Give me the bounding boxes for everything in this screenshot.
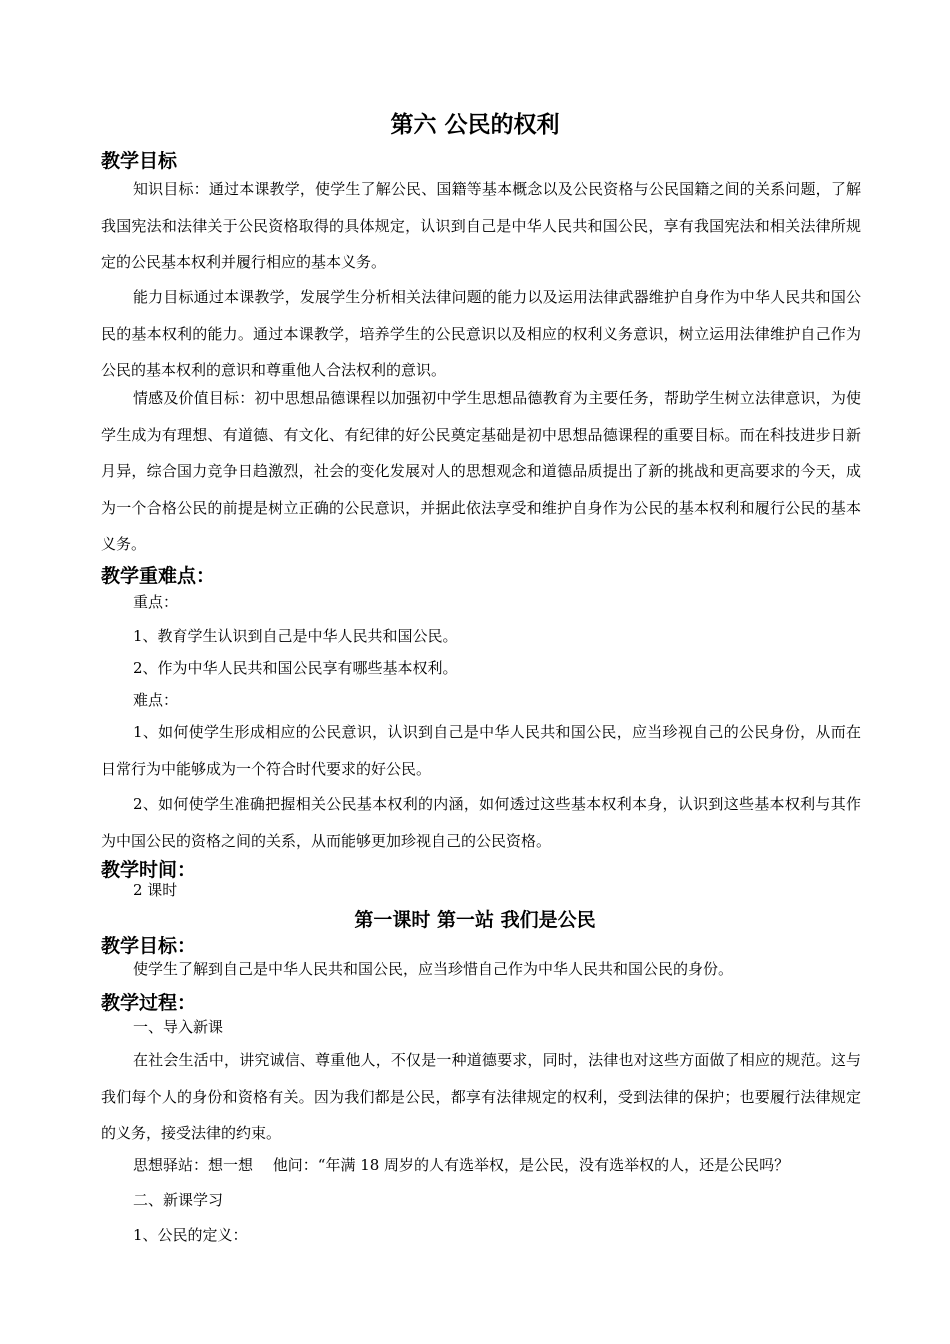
difficult-point-1: 1、如何使学生形成相应的公民意识，认识到自己是中华人民共和国公民，应当珍视自己的公民身份，从而在日常行为中能够成为一个符合时代要求的好公民。: [101, 723, 861, 778]
lesson1-objective: 使学生了解到自己是中华人民共和国公民，应当珍惜自己作为中华人民共和国公民的身份。: [133, 960, 734, 978]
key-label: 重点：: [133, 593, 179, 611]
lesson1-title: 第一课时 第一站 我们是公民: [354, 909, 596, 931]
process-heading: 教学过程：: [101, 992, 197, 1014]
time-heading: 教学时间：: [101, 859, 197, 881]
citizen-definition: 1、公民的定义：: [133, 1226, 248, 1244]
key-point-1: 1、教育学生认识到自己是中华人民共和国公民。: [133, 627, 458, 645]
lesson1-objectives-heading: 教学目标：: [101, 935, 197, 957]
document-title: 第六 公民的权利: [390, 112, 560, 138]
step-new-lesson: 二、新课学习: [133, 1191, 224, 1209]
key-points-heading: 教学重难点：: [101, 565, 216, 587]
step-import: 一、导入新课: [133, 1018, 224, 1036]
key-point-2: 2、作为中华人民共和国公民享有哪些基本权利。: [133, 659, 458, 677]
ability-objective: 能力目标通过本课教学，发展学生分析相关法律问题的能力以及运用法律武器维护自身作为中华人民共和国公民的基本权利的能力。通过本课教学，培养学生的公民意识以及相应的权利义务意识，树立运用法律维护自己作为公民的基本权利的意识和尊重他人合法权利的意识。: [101, 288, 861, 379]
objectives-heading: 教学目标: [101, 150, 178, 172]
time-value: 2 课时: [133, 881, 178, 899]
difficult-point-2: 2、如何使学生准确把握相关公民基本权利的内涵，如何透过这些基本权利本身，认识到这些基本权利与其作为中国公民的资格之间的关系，从而能够更加珍视自己的公民资格。: [101, 795, 861, 850]
values-objective: 情感及价值目标：初中思想品德课程以加强初中学生思想品德教育为主要任务，帮助学生树立法律意识，为使学生成为有理想、有道德、有文化、有纪律的好公民奠定基础是初中思想品德课程的重要目标。而在科技进步日新月异，综合国力竞争日趋激烈，社会的变化发展对人的思想观念和道德品质提出了新的挑战和更高要求的今天，成为一个合格公民的前提是树立正确的公民意识，并据此依法享受和维护自身作为公民的基本权利和履行公民的基本义务。: [101, 389, 861, 553]
difficult-label: 难点：: [133, 691, 179, 709]
intro-paragraph: 在社会生活中，讲究诚信、尊重他人，不仅是一种道德要求，同时，法律也对这些方面做了相应的规范。这与我们每个人的身份和资格有关。因为我们都是公民，都享有法律规定的权利，受到法律的保护；也要履行法律规定的义务，接受法律的约束。: [101, 1051, 861, 1142]
think-station: 思想驿站：想一想 他问：“年满 18 周岁的人有选举权，是公民，没有选举权的人，还是公民吗？: [133, 1156, 790, 1174]
knowledge-objective: 知识目标：通过本课教学，使学生了解公民、国籍等基本概念以及公民资格与公民国籍之间的关系问题，了解我国宪法和法律关于公民资格取得的具体规定，认识到自己是中华人民共和国公民，享有我国宪法和相关法律所规定的公民基本权利并履行相应的基本义务。: [101, 180, 861, 271]
